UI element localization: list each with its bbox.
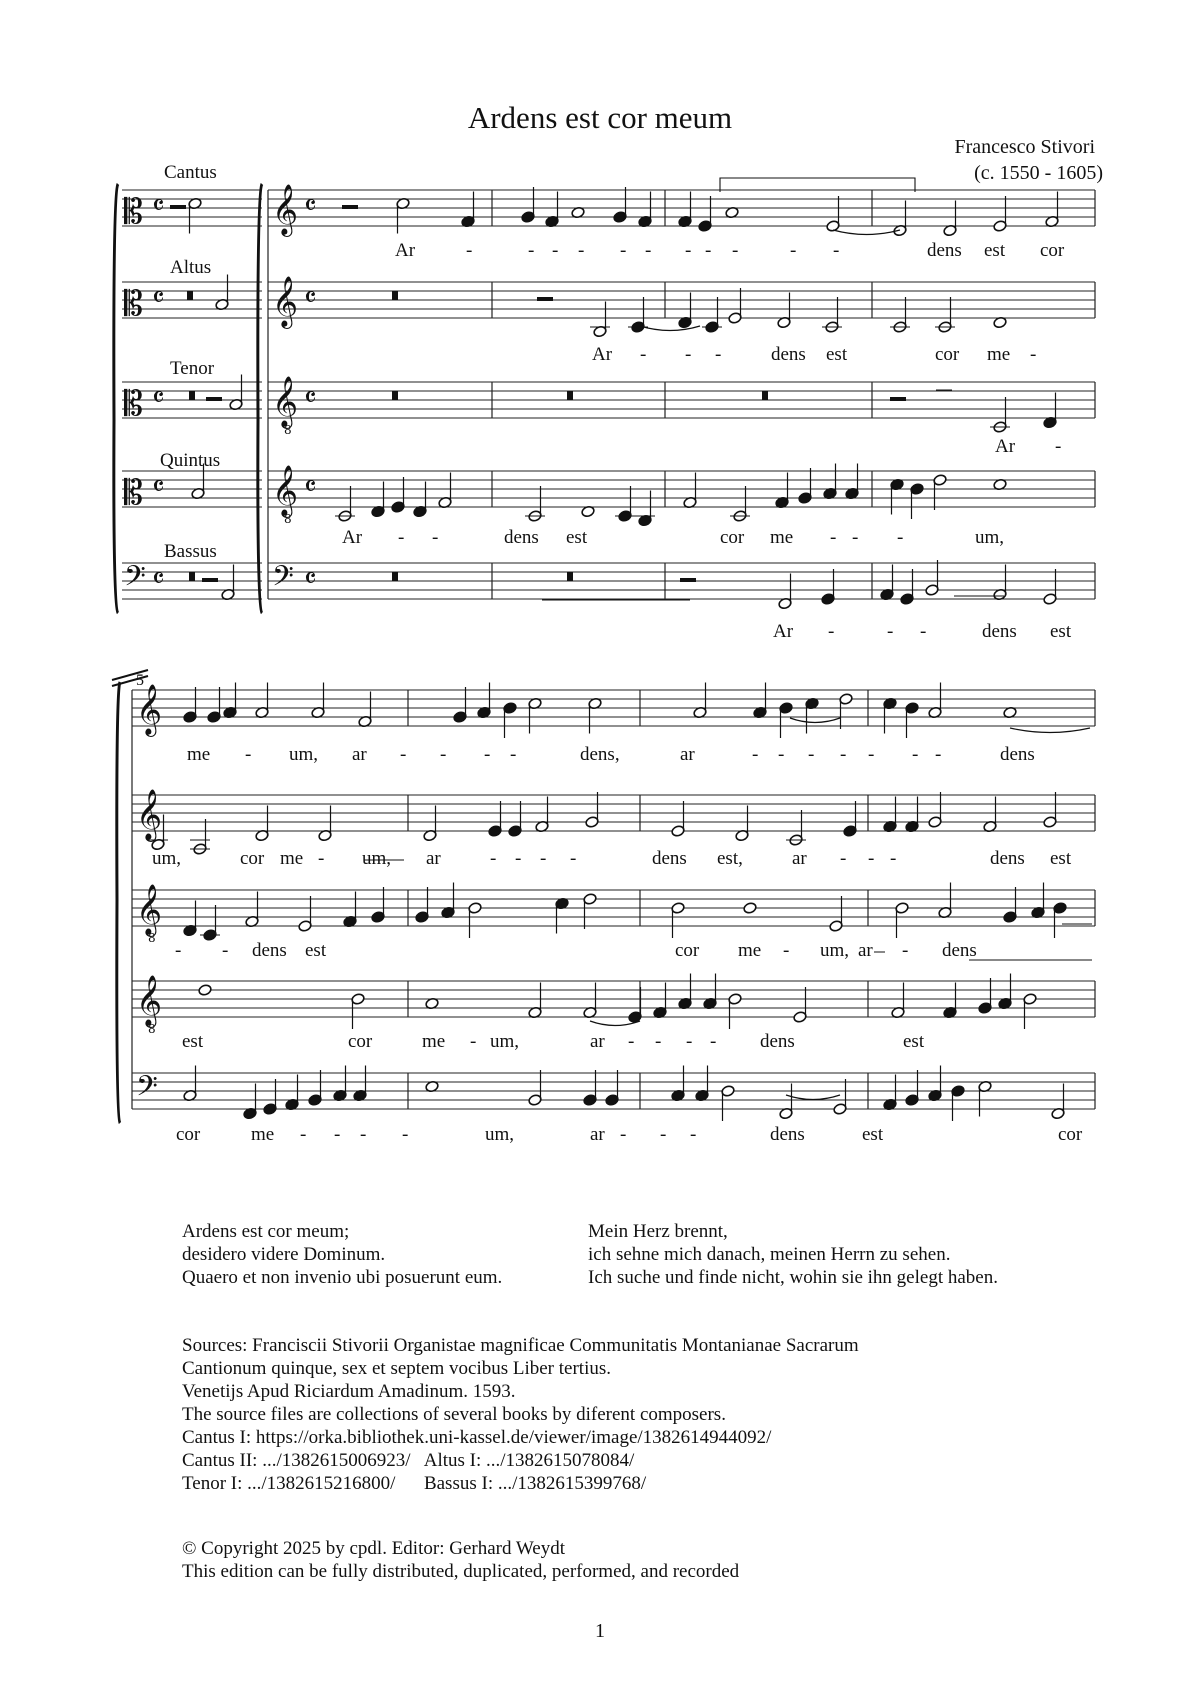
- lyric-syllable: -: [466, 240, 473, 261]
- breve-rest: [567, 391, 573, 400]
- lyric-syllable: Ar: [342, 527, 363, 548]
- lyric-syllable: -: [245, 744, 252, 765]
- lyric-syllable: -: [552, 240, 559, 261]
- lyric-syllable: -: [570, 848, 577, 869]
- treble-clef-icon: 𝄞: [136, 789, 163, 840]
- lyric-syllable: Ar: [995, 436, 1016, 457]
- voice-name-altus: Altus: [170, 257, 212, 278]
- lyric-syllable: -: [715, 344, 722, 365]
- lyric-syllable: -: [645, 240, 652, 261]
- page-number: 1: [595, 1620, 605, 1642]
- lyric-syllable: est: [566, 527, 588, 548]
- lyric-syllable: -: [432, 527, 439, 548]
- lyric-syllable: -: [510, 744, 517, 765]
- lyric-syllable: -: [935, 744, 942, 765]
- source-line: Sources: Franciscii Stivorii Organistae magnificae Communitatis Montanianae Sacrarum: [182, 1335, 859, 1356]
- lyric-syllable: -: [897, 527, 904, 548]
- lyric-syllable: -: [840, 848, 847, 869]
- latin-line: Ardens est cor meum;: [182, 1221, 350, 1242]
- voice-name-bassus: Bassus: [164, 541, 217, 562]
- lyric-syllable: um,: [975, 527, 1005, 548]
- lyric-syllable: ar: [352, 744, 367, 765]
- bass-clef-icon: 𝄢: [136, 1070, 158, 1110]
- breve-rest: [567, 572, 573, 581]
- german-text: [588, 1220, 998, 1289]
- breve-rest: [392, 391, 398, 400]
- lyric-syllable: cor: [1040, 240, 1065, 261]
- whole-rest: [537, 297, 553, 301]
- voice-name-cantus: Cantus: [164, 162, 217, 183]
- lyric-syllable: -: [887, 621, 894, 642]
- latin-line: desidero videre Dominum.: [182, 1244, 386, 1265]
- lyric-syllable: -: [868, 848, 875, 869]
- lyric-syllable: -: [783, 940, 790, 961]
- composer-dates: (c. 1550 - 1605): [974, 162, 1103, 184]
- lyric-syllable: Ar: [773, 621, 794, 642]
- tie: [786, 1095, 840, 1100]
- lyric-syllable: -: [490, 848, 497, 869]
- c-clef-icon: 𝄡: [124, 384, 143, 424]
- lyric-syllable: cor: [348, 1031, 373, 1052]
- lyric-syllable: -: [484, 744, 491, 765]
- lyric-syllable: est,: [717, 848, 743, 869]
- lyric-syllable: -: [515, 848, 522, 869]
- lyric-syllable: dens: [652, 848, 687, 869]
- lyric-syllable: -: [790, 240, 797, 261]
- note: [198, 984, 212, 997]
- breve-rest: [187, 291, 193, 300]
- lyric-syllable: dens: [1000, 744, 1035, 765]
- octave-eight: 8: [148, 931, 156, 945]
- lyric-syllable: -: [710, 1031, 717, 1052]
- lyric-syllable: um,: [485, 1124, 515, 1145]
- lyric-syllable: -: [1030, 344, 1037, 365]
- whole-rest: [890, 397, 906, 401]
- bass-clef-icon: 𝄢: [272, 560, 294, 600]
- sources-block: [182, 1334, 859, 1495]
- lyric-syllable: -: [833, 240, 840, 261]
- breve-rest: [189, 572, 195, 581]
- lyric-syllable: ar: [426, 848, 441, 869]
- lyric-syllable: -: [828, 621, 835, 642]
- cut-time-icon: 𝄴: [152, 470, 165, 503]
- lyric-syllable: cor: [1058, 1124, 1083, 1145]
- lyric-syllable: Ar: [395, 240, 416, 261]
- system-bracket: [258, 184, 262, 613]
- lyric-syllable: dens: [504, 527, 539, 548]
- lyric-syllable: -: [685, 344, 692, 365]
- lyric-syllable: -: [400, 744, 407, 765]
- treble-clef-icon: 𝄞: [272, 276, 299, 327]
- c-clef-icon: 𝄡: [124, 192, 143, 232]
- tie: [833, 230, 900, 235]
- copyright-line: © Copyright 2025 by cpdl. Editor: Gerhard Weydt: [182, 1538, 565, 1559]
- source-line: Venetijs Apud Riciardum Amadinum. 1593.: [182, 1381, 516, 1402]
- octave-eight: 8: [284, 423, 292, 437]
- breve-rest: [392, 291, 398, 300]
- german-line: Mein Herz brennt,: [588, 1221, 728, 1242]
- lyric-syllable: -: [655, 1031, 662, 1052]
- system-bracket: [117, 682, 120, 1123]
- source-line: Cantus I: https://orka.bibliothek.uni-kassel.de/viewer/image/1382614944092/: [182, 1427, 772, 1448]
- lyric-syllable: est: [903, 1031, 925, 1052]
- lyric-syllable: est: [305, 940, 327, 961]
- copyright-line: This edition can be fully distributed, duplicated, performed, and recorded: [182, 1561, 740, 1582]
- octave-eight: 8: [148, 1022, 156, 1036]
- whole-rest: [170, 205, 186, 209]
- lyric-syllable: cor: [675, 940, 700, 961]
- cut-time-icon: 𝄴: [152, 189, 165, 222]
- lyric-syllable: um,: [490, 1031, 520, 1052]
- lyric-syllable: dens: [982, 621, 1017, 642]
- lyric-syllable: -: [778, 744, 785, 765]
- lyric-syllable: me: [770, 527, 794, 548]
- breve-rest: [392, 572, 398, 581]
- lyric-syllable: -: [360, 1124, 367, 1145]
- lyric-syllable: -: [852, 527, 859, 548]
- lyric-syllable: -: [440, 744, 447, 765]
- lyric-syllable: -: [402, 1124, 409, 1145]
- source-line: Tenor I: .../1382615216800/ Bassus I: .../1382615399768/: [182, 1473, 647, 1494]
- lyric-syllable: me: [280, 848, 304, 869]
- note: [743, 902, 757, 915]
- page-title: Ardens est cor meum: [467, 100, 733, 135]
- cut-time-icon: 𝄴: [304, 381, 317, 414]
- treble-clef-icon: 𝄞: [136, 684, 163, 735]
- lyric-syllable: -: [334, 1124, 341, 1145]
- german-line: ich sehne mich danach, meinen Herrn zu sehen.: [588, 1244, 951, 1265]
- composer-name: Francesco Stivori: [954, 136, 1095, 158]
- lyric-syllable: um,: [820, 940, 850, 961]
- lyric-syllable: dens: [770, 1124, 805, 1145]
- treble-clef-icon: 𝄞: [136, 884, 163, 935]
- treble-clef-icon: 𝄞: [272, 376, 299, 427]
- c-clef-icon: 𝄡: [124, 473, 143, 513]
- lyric-syllable: ar: [590, 1124, 605, 1145]
- lyric-syllable: -: [685, 240, 692, 261]
- lyric-syllable: -: [620, 1124, 627, 1145]
- lyric-syllable: -: [912, 744, 919, 765]
- lyric-syllable: est: [1050, 621, 1072, 642]
- tie: [790, 718, 840, 723]
- lyric-syllable: ar: [792, 848, 807, 869]
- cut-time-icon: 𝄴: [304, 281, 317, 314]
- lyric-syllable: -: [686, 1031, 693, 1052]
- lyric-syllable: -: [890, 848, 897, 869]
- lyric-syllable: -: [705, 240, 712, 261]
- cut-time-icon: 𝄴: [152, 562, 165, 595]
- lyric-syllable: -: [660, 1124, 667, 1145]
- lyric-syllable: -: [318, 848, 325, 869]
- lyric-syllable: me: [251, 1124, 275, 1145]
- lyric-syllable: -: [222, 940, 229, 961]
- cut-time-icon: 𝄴: [152, 281, 165, 314]
- lyric-syllable: dens: [990, 848, 1025, 869]
- lyric-syllable: dens: [760, 1031, 795, 1052]
- lyric-syllable: -: [528, 240, 535, 261]
- source-line: Cantus II: .../1382615006923/ Altus I: .../1382615078084/: [182, 1450, 635, 1471]
- lyric-syllable: ar: [858, 940, 873, 961]
- lyric-syllable: Ar: [592, 344, 613, 365]
- measure-number: 5: [136, 672, 144, 689]
- lyric-syllable: est: [182, 1031, 204, 1052]
- lyric-syllable: cor: [240, 848, 265, 869]
- tie: [1010, 728, 1090, 733]
- incipit-bracket: [114, 184, 118, 613]
- treble-clef-icon: 𝄞: [136, 975, 163, 1026]
- treble-clef-icon: 𝄞: [272, 465, 299, 516]
- lyric-syllable: dens: [942, 940, 977, 961]
- lyric-syllable: -: [808, 744, 815, 765]
- lyric-syllable: -: [398, 527, 405, 548]
- lyric-syllable: me: [187, 744, 211, 765]
- lyric-syllable: -: [1055, 436, 1062, 457]
- lyric-syllable: um,: [362, 848, 392, 869]
- german-line: Ich suche und finde nicht, wohin sie ihn gelegt haben.: [588, 1267, 998, 1288]
- lyric-syllable: me: [738, 940, 762, 961]
- lyric-syllable: -: [470, 1031, 477, 1052]
- lyric-syllable: cor: [935, 344, 960, 365]
- lyric-syllable: um,: [152, 848, 182, 869]
- lyric-syllable: cor: [176, 1124, 201, 1145]
- lyric-syllable: -: [620, 240, 627, 261]
- lyric-syllable: est: [862, 1124, 884, 1145]
- c-clef-icon: 𝄡: [124, 284, 143, 324]
- latin-line: Quaero et non invenio ubi posuerunt eum.: [182, 1267, 503, 1288]
- source-line: Cantionum quinque, sex et septem vocibus Liber tertius.: [182, 1358, 612, 1379]
- lyric-syllable: -: [640, 344, 647, 365]
- lyric-syllable: est: [1050, 848, 1072, 869]
- whole-rest: [202, 578, 218, 582]
- lyric-syllable: -: [868, 744, 875, 765]
- lyric-syllable: -: [920, 621, 927, 642]
- cut-time-icon: 𝄴: [304, 562, 317, 595]
- whole-rest: [206, 397, 222, 401]
- cut-time-icon: 𝄴: [304, 470, 317, 503]
- tie: [640, 326, 700, 331]
- lyric-syllable: dens,: [580, 744, 620, 765]
- lyric-syllable: -: [752, 744, 759, 765]
- octave-eight: 8: [284, 512, 292, 526]
- lyric-syllable: um,: [289, 744, 319, 765]
- lyric-syllable: est: [826, 344, 848, 365]
- latin-text: [182, 1220, 502, 1289]
- lyric-syllable: -: [830, 527, 837, 548]
- whole-rest: [342, 205, 358, 209]
- bass-clef-icon: 𝄢: [124, 560, 146, 600]
- lyric-syllable: dens: [771, 344, 806, 365]
- lyric-syllable: ar: [680, 744, 695, 765]
- lyric-syllable: dens: [252, 940, 287, 961]
- cut-time-icon: 𝄴: [304, 189, 317, 222]
- lyric-syllable: -: [840, 744, 847, 765]
- breve-rest: [189, 391, 195, 400]
- lyric-syllable: -: [300, 1124, 307, 1145]
- lyric-syllable: -: [540, 848, 547, 869]
- lyric-syllable: me: [422, 1031, 446, 1052]
- lyric-syllable: -: [690, 1124, 697, 1145]
- lyric-syllable: -: [578, 240, 585, 261]
- whole-rest: [680, 578, 696, 582]
- lyric-syllable: -: [175, 940, 182, 961]
- voice-name-quintus: Quintus: [160, 450, 221, 471]
- breve-rest: [762, 391, 768, 400]
- lyric-syllable: ar: [590, 1031, 605, 1052]
- lyric-syllable: est: [984, 240, 1006, 261]
- lyric-syllable: dens: [927, 240, 962, 261]
- voice-name-tenor: Tenor: [170, 358, 215, 379]
- source-line: The source files are collections of several books by diferent composers.: [182, 1404, 726, 1425]
- lyric-syllable: -: [628, 1031, 635, 1052]
- lyric-syllable: -: [732, 240, 739, 261]
- lyric-syllable: cor: [720, 527, 745, 548]
- lyric-syllable: -: [902, 940, 909, 961]
- copyright-block: [182, 1537, 739, 1583]
- lyric-syllable: me: [987, 344, 1011, 365]
- treble-clef-icon: 𝄞: [272, 184, 299, 235]
- cut-time-icon: 𝄴: [152, 381, 165, 414]
